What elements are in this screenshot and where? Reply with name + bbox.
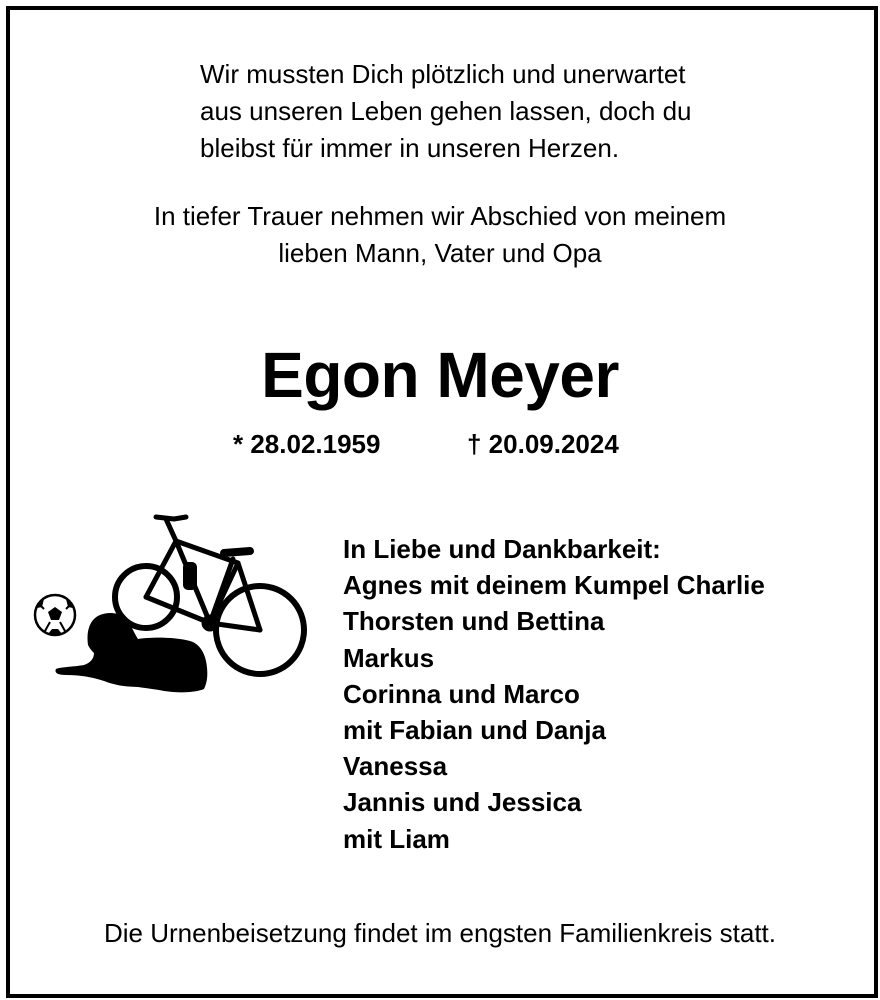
intro-text bbox=[200, 56, 800, 167]
intro-line: bleibst für immer in unseren Herzen. bbox=[200, 133, 620, 163]
mourners-heading: In Liebe und Dankbarkeit: bbox=[343, 534, 661, 564]
death-date: † 20.09.2024 bbox=[467, 429, 619, 459]
intro-line: Wir mussten Dich plötzlich und unerwartet bbox=[200, 59, 686, 89]
list-item: mit Fabian und Danja bbox=[343, 715, 606, 746]
list-item: Corinna und Marco bbox=[343, 678, 580, 709]
mourning-line: lieben Mann, Vater und Opa bbox=[278, 238, 602, 268]
soccer-ball-icon bbox=[35, 595, 75, 636]
list-item: Agnes mit deinem Kumpel Charlie bbox=[343, 570, 765, 601]
mourners-list bbox=[343, 531, 765, 857]
memorial-illustration bbox=[28, 505, 324, 705]
list-item: Vanessa bbox=[343, 751, 448, 782]
list-item: Jannis und Jessica bbox=[343, 787, 582, 818]
list-item: mit Liam bbox=[343, 823, 450, 854]
birth-date: * 28.02.1959 bbox=[233, 429, 381, 459]
mourning-line: In tiefer Trauer nehmen wir Abschied von meinem bbox=[153, 201, 727, 231]
list-item: Thorsten und Bettina bbox=[343, 606, 605, 637]
intro-line: aus unseren Leben gehen lassen, doch du bbox=[200, 96, 692, 126]
burial-note: Die Urnenbeisetzung findet im engsten Familienkreis statt. bbox=[104, 918, 776, 948]
mourning-text bbox=[0, 198, 880, 272]
list-item: Markus bbox=[343, 642, 435, 673]
deceased-name: Egon Meyer bbox=[261, 339, 619, 411]
